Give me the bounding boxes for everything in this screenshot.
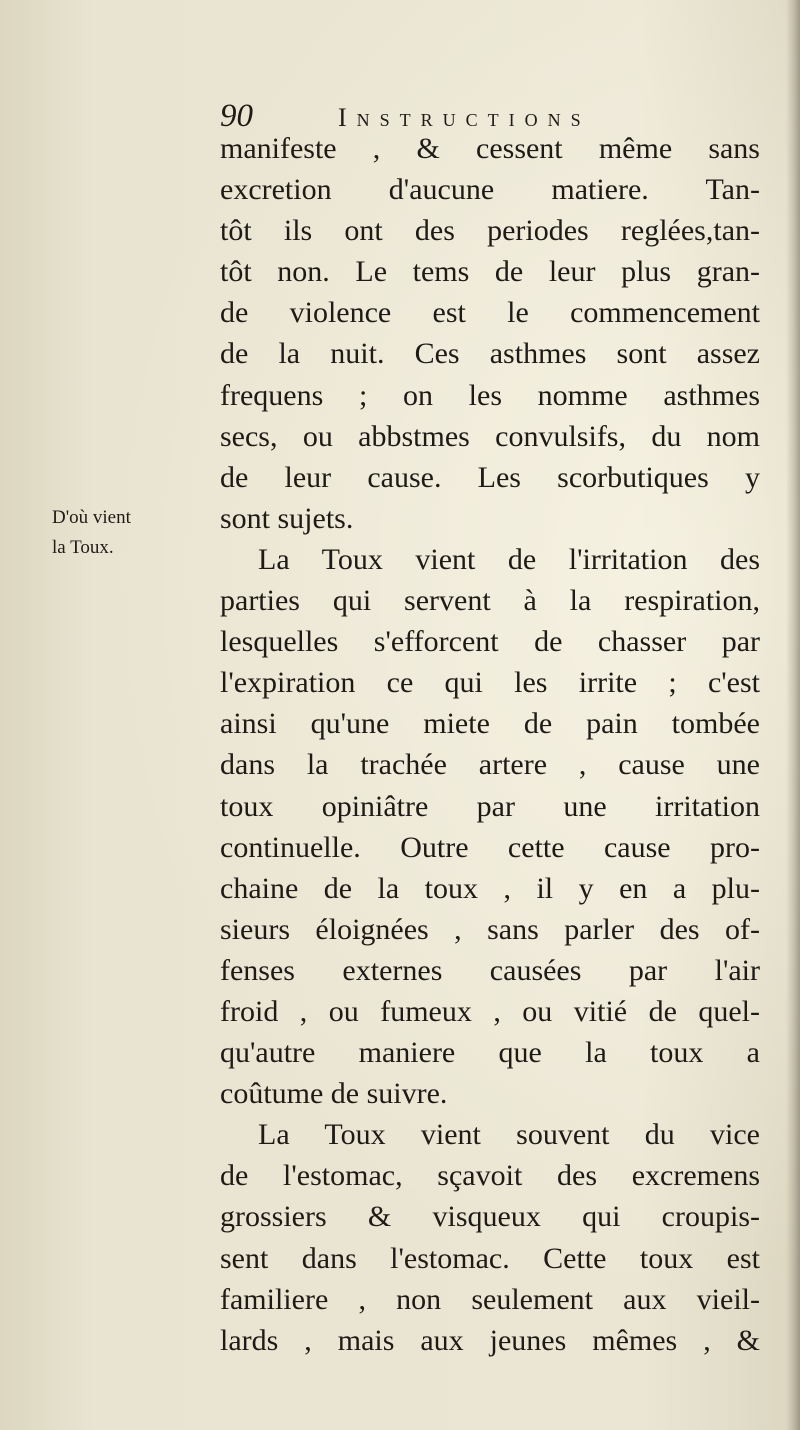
margin-note-line-1: D'où vient: [52, 507, 131, 528]
text-line: excretion d'aucune matiere. Tan-: [220, 173, 760, 207]
text-line: sent dans l'estomac. Cette toux est: [220, 1241, 760, 1275]
text-line: qu'autre maniere que la toux a: [220, 1036, 760, 1070]
text-line: de violence est le commencement: [220, 296, 760, 330]
text-line: parties qui servent à la respiration,: [220, 584, 760, 618]
text-line: tôt non. Le tems de leur plus gran-: [220, 255, 760, 289]
text-line: grossiers & visqueux qui croupis-: [220, 1200, 760, 1234]
text-line: sieurs éloignées , sans parler des of-: [220, 912, 760, 946]
text-line: chaine de la toux , il y en a plu-: [220, 871, 760, 905]
running-title: Instructions: [338, 103, 591, 132]
text-line: ainsi qu'une miete de pain tombée: [220, 707, 760, 741]
page-edge-shadow: [786, 0, 800, 1430]
text-line: toux opiniâtre par une irritation: [220, 789, 760, 823]
text-line: continuelle. Outre cette cause pro-: [220, 830, 760, 864]
page-number: 90: [220, 98, 253, 134]
text-line: secs, ou abbstmes convulsifs, du nom: [220, 419, 760, 453]
text-line: frequens ; on les nomme asthmes: [220, 378, 760, 412]
text-line: sont sujets.: [220, 501, 354, 535]
text-line: l'expiration ce qui les irrite ; c'est: [220, 666, 760, 700]
text-line: fenses externes causées par l'air: [220, 953, 760, 987]
text-line: de la nuit. Ces asthmes sont assez: [220, 337, 760, 371]
text-line: dans la trachée artere , cause une: [220, 748, 760, 782]
text-line: La Toux vient de l'irritation des: [258, 542, 760, 576]
text-line: lards , mais aux jeunes mêmes , &: [220, 1323, 760, 1357]
text-line: froid , ou fumeux , ou vitié de quel-: [220, 994, 760, 1028]
text-line: La Toux vient souvent du vice: [258, 1118, 760, 1152]
text-line: familiere , non seulement aux vieil-: [220, 1282, 760, 1316]
text-line: lesquelles s'efforcent de chasser par: [220, 625, 760, 659]
text-line: de leur cause. Les scorbutiques y: [220, 460, 760, 494]
text-line: manifeste , & cessent même sans: [220, 132, 760, 165]
text-line: de l'estomac, sçavoit des excremens: [220, 1159, 760, 1193]
text-line: tôt ils ont des periodes reglées,tan-: [220, 214, 760, 248]
margin-note-line-2: la Toux.: [52, 537, 114, 558]
text-line: coûtume de suivre.: [220, 1077, 448, 1111]
body-text: [220, 128, 760, 1361]
